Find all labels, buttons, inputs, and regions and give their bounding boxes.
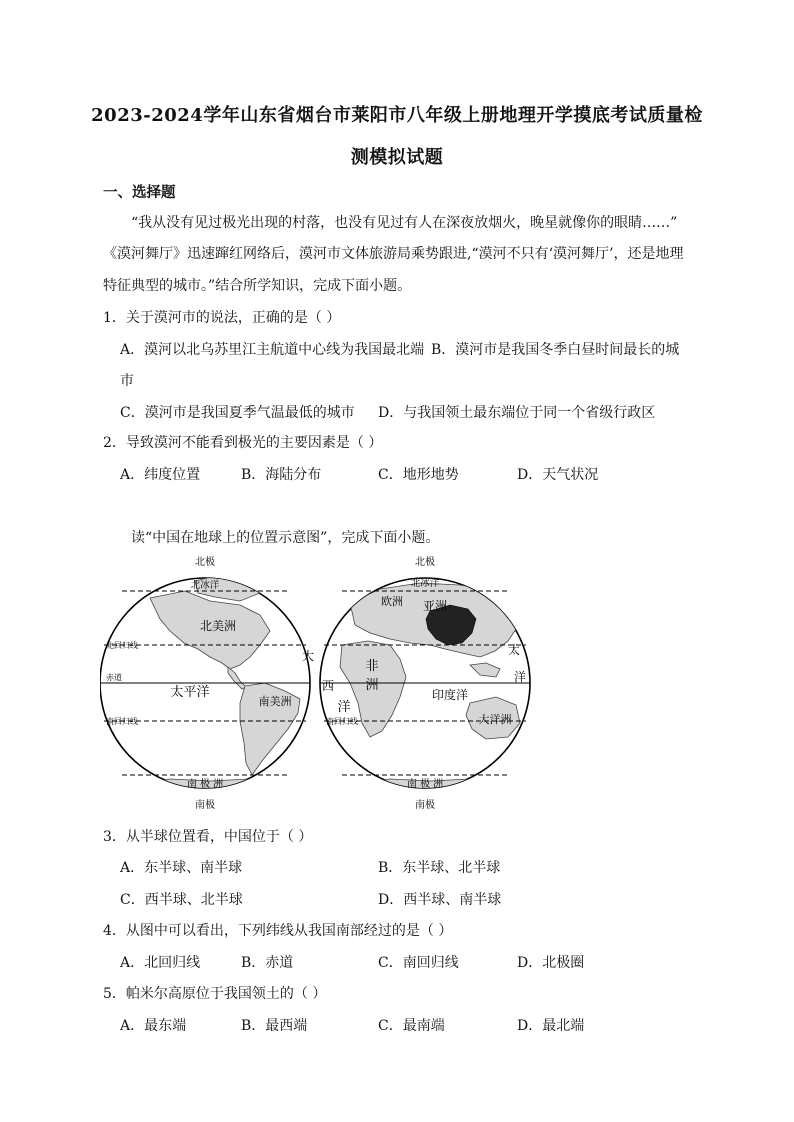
question-5-option-a: A．最东端 bbox=[120, 1018, 187, 1034]
atlantic-label-1: 西 bbox=[321, 679, 335, 693]
north-america-label: 北美洲 bbox=[199, 619, 237, 633]
tropic-of-capricorn-label-right: 南回归线 bbox=[326, 717, 358, 726]
question-3-option-b: B．东半球、北半球 bbox=[378, 860, 501, 876]
intro-line-3: 特征典型的城市。”结合所学知识，完成下面小题。 bbox=[103, 278, 412, 294]
question-3-option-d: D．西半球、南半球 bbox=[378, 892, 502, 908]
question-2-option-c: C．地形地势 bbox=[378, 467, 459, 483]
question-4-option-d: D．北极圈 bbox=[517, 955, 585, 971]
oceania-label: 大洋洲 bbox=[478, 713, 512, 726]
intro-line-2: 《漠河舞厅》迅速蹿红网络后，漠河市文体旅游局乘势跟进,“漠河不只有‘漠河舞厅’，还是地理 bbox=[103, 246, 684, 262]
tropic-of-cancer-label-left: 北回归线 bbox=[106, 641, 138, 650]
arctic-ocean-label-right: 北冰洋 bbox=[410, 578, 440, 589]
question-3-option-a: A．东半球、南半球 bbox=[120, 860, 243, 876]
question-3-stem: 3．从半球位置看，中国位于（ ） bbox=[103, 829, 313, 845]
question-1-option-c: C．漠河市是我国夏季气温最低的城市 bbox=[120, 405, 355, 421]
africa-label-1: 非 bbox=[365, 659, 379, 674]
intro-line-1: “我从没有见过极光出现的村落，也没有见过有人在深夜放烟火，晚星就像你的眼睛……” bbox=[131, 215, 678, 231]
question-1-stem: 1．关于漠河市的说法，正确的是（ ） bbox=[103, 310, 341, 326]
asia-label: 亚洲 bbox=[422, 599, 448, 613]
question-4-option-b: B．赤道 bbox=[241, 955, 294, 971]
document-title-line-1: 2023-2024学年山东省烟台市莱阳市八年级上册地理开学摸底考试质量检 bbox=[91, 105, 703, 126]
question-1-option-b-continued: 市 bbox=[120, 373, 134, 389]
question-4-option-a: A．北回归线 bbox=[120, 955, 201, 971]
question-4-stem: 4．从图中可以看出，下列纬线从我国南部经过的是（ ） bbox=[103, 923, 453, 939]
western-hemisphere bbox=[100, 555, 314, 811]
atlantic-label-2: 洋 bbox=[337, 700, 351, 715]
south-pole-label-left: 南极 bbox=[195, 800, 215, 811]
question-1-option-b: B．漠河市是我国冬季白昼时间最长的城 bbox=[431, 342, 680, 358]
indian-ocean-label: 印度洋 bbox=[431, 688, 469, 702]
pacific-label-1: 太 bbox=[507, 643, 521, 657]
question-5-option-b: B．最西端 bbox=[241, 1018, 308, 1034]
antarctica-label-left: 南 极 洲 bbox=[186, 779, 224, 790]
eastern-hemisphere bbox=[320, 555, 530, 811]
question-3-option-c: C．西半球、北半球 bbox=[120, 892, 243, 908]
hemisphere-map bbox=[100, 553, 698, 811]
north-pole-label-left: 北极 bbox=[195, 557, 215, 568]
antarctica-label-right: 南 极 洲 bbox=[406, 779, 444, 790]
question-2-option-b: B．海陆分布 bbox=[241, 467, 322, 483]
section-heading: 一、选择题 bbox=[103, 184, 176, 201]
map-intro: 读“中国在地球上的位置示意图”，完成下面小题。 bbox=[131, 530, 440, 546]
question-2-stem: 2．导致漠河不能看到极光的主要因素是（ ） bbox=[103, 435, 383, 451]
question-2-option-d: D．天气状况 bbox=[517, 467, 599, 483]
africa-label-2: 洲 bbox=[365, 678, 379, 693]
equator-label-left: 赤道 bbox=[106, 673, 122, 682]
question-5-option-c: C．最南端 bbox=[378, 1018, 445, 1034]
question-4-option-c: C．南回归线 bbox=[378, 955, 459, 971]
atlantic-fragment-label-left: 大 bbox=[301, 649, 315, 663]
south-america-label: 南美洲 bbox=[258, 695, 292, 708]
south-pole-label-right: 南极 bbox=[415, 800, 435, 811]
document-title-line-2: 测模拟试题 bbox=[350, 147, 444, 168]
pacific-label-2: 洋 bbox=[513, 670, 527, 684]
north-pole-label-right: 北极 bbox=[415, 557, 435, 568]
question-1-option-a: A．漠河以北乌苏里江主航道中心线为我国最北端 bbox=[120, 342, 425, 358]
question-5-option-d: D．最北端 bbox=[517, 1018, 585, 1034]
question-1-option-d: D．与我国领土最东端位于同一个省级行政区 bbox=[378, 405, 656, 421]
question-2-option-a: A．纬度位置 bbox=[120, 467, 201, 483]
arctic-ocean-label-left: 北冰洋 bbox=[190, 580, 220, 591]
pacific-ocean-label-left: 太平洋 bbox=[170, 685, 210, 700]
tropic-of-capricorn-label-left: 南回归线 bbox=[106, 717, 138, 726]
hemisphere-map-figure bbox=[100, 553, 698, 811]
question-5-stem: 5．帕米尔高原位于我国领土的（ ） bbox=[103, 986, 327, 1002]
europe-label: 欧洲 bbox=[381, 595, 403, 608]
